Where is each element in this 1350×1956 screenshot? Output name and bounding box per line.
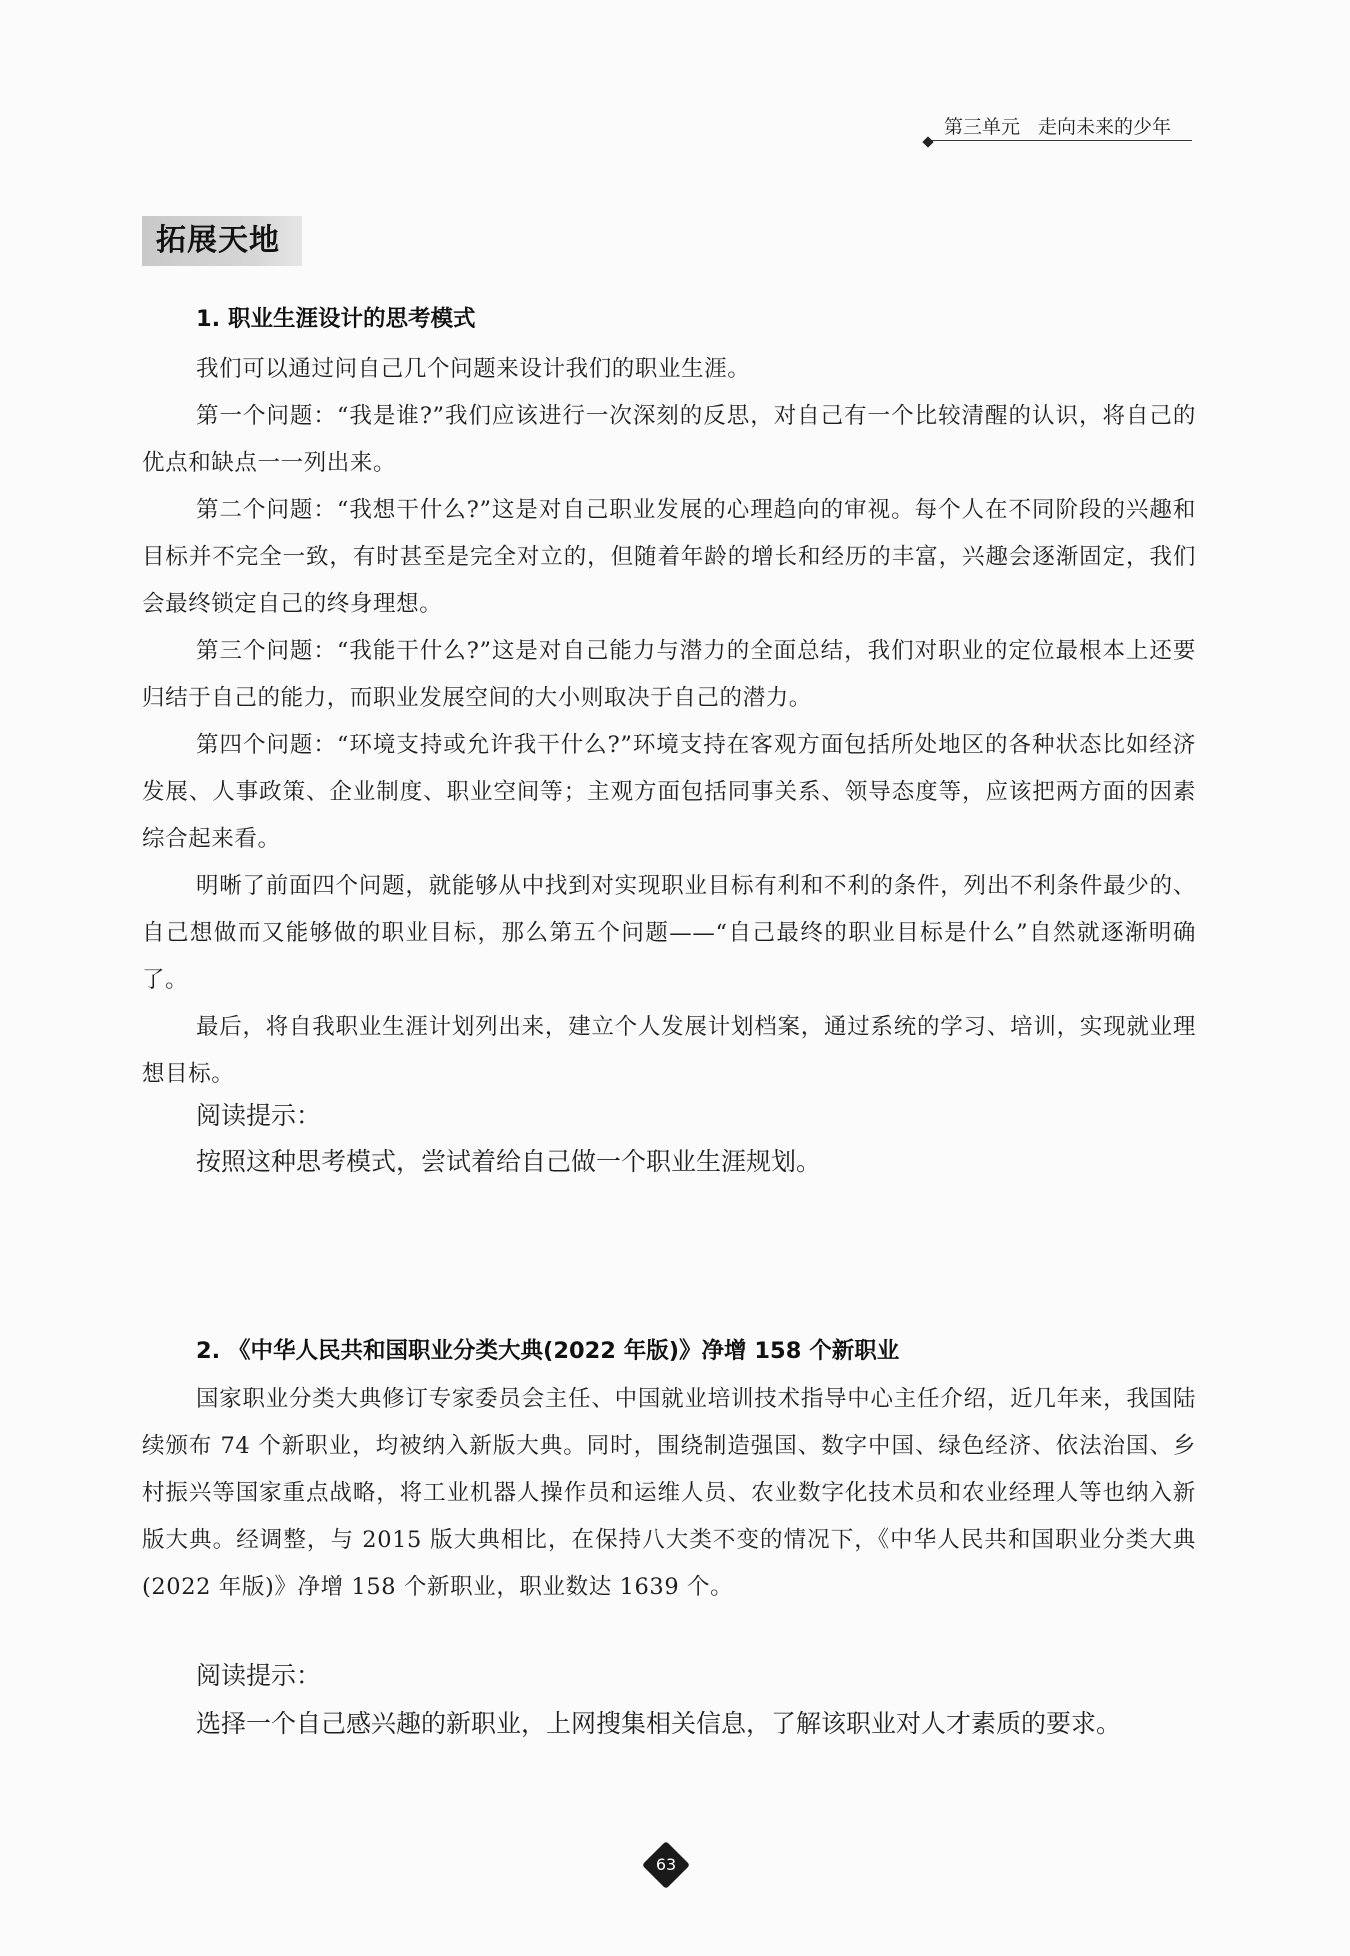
item2-reading-tip: 选择一个自己感兴趣的新职业，上网搜集相关信息，了解该职业对人才素质的要求。: [196, 1711, 1122, 1738]
item1-paragraph: 第三个问题：“我能干什么?”这是对自己能力与潜力的全面总结，我们对职业的定位最根本上还要归结于自己的能力，而职业发展空间的大小则取决于自己的潜力。: [142, 638, 1196, 711]
item1-paragraph: 第二个问题：“我想干什么?”这是对自己职业发展的心理趋向的审视。每个人在不同阶段的兴趣和目标并不完全一致，有时甚至是完全对立的，但随着年龄的增长和经历的丰富，兴趣会逐渐固定，我们会最终锁定自己的终身理想。: [142, 497, 1196, 617]
item1-paragraph: 第四个问题：“环境支持或允许我干什么?”环境支持在客观方面包括所处地区的各种状态比如经济发展、人事政策、企业制度、职业空间等；主观方面包括同事关系、领导态度等，应该把两方面的因素综合起来看。: [142, 732, 1196, 852]
item2-reading-tip-label: 阅读提示：: [196, 1663, 322, 1690]
item1-paragraph: 我们可以通过问自己几个问题来设计我们的职业生涯。: [196, 356, 751, 382]
section-title: 拓展天地: [156, 223, 280, 258]
running-head: [930, 114, 1192, 141]
item1-paragraph: 明晰了前面四个问题，就能够从中找到对实现职业目标有利和不利的条件，列出不利条件最少的、自己想做而又能够做的职业目标，那么第五个问题——“自己最终的职业目标是什么”自然就逐渐明确了。: [142, 873, 1196, 993]
section-banner: [142, 216, 302, 266]
diamond-bullet-icon: [922, 136, 933, 147]
item2-paragraph: 国家职业分类大典修订专家委员会主任、中国就业培训技术指导中心主任介绍，近几年来，我国陆续颁布 74 个新职业，均被纳入新版大典。同时，围绕制造强国、数字中国、绿色经济、依法治国、乡村振兴等国家重点战略，将工业机器人操作员和运维人员、农业数字化技术员和农业经理人等也纳入新版大典。经调整，与 2015 版大典相比，在保持八大类不变的情况下，《中华人民共和国职业分类大典(2022 年版)》净增 158 个新职业，职业数达 1639 个。: [142, 1386, 1196, 1600]
page-number: [645, 1844, 687, 1886]
item1-heading: 1. 职业生涯设计的思考模式: [196, 306, 476, 332]
item1-reading-tip: 按照这种思考模式，尝试着给自己做一个职业生涯规划。: [196, 1149, 822, 1176]
item2-heading: 2. 《中华人民共和国职业分类大典(2022 年版)》净增 158 个新职业: [196, 1338, 900, 1364]
item1-paragraph: 第一个问题：“我是谁?”我们应该进行一次深刻的反思，对自己有一个比较清醒的认识，将自己的优点和缺点一一列出来。: [142, 403, 1196, 476]
running-head-unit: 第三单元: [944, 116, 1021, 138]
item1-reading-tip-label: 阅读提示：: [196, 1103, 322, 1130]
running-head-topic: 走向未来的少年: [1038, 116, 1172, 138]
page-number-text: 63: [655, 1855, 677, 1874]
item1-paragraph: 最后，将自我职业生涯计划列出来，建立个人发展计划档案，通过系统的学习、培训，实现就业理想目标。: [142, 1014, 1196, 1087]
